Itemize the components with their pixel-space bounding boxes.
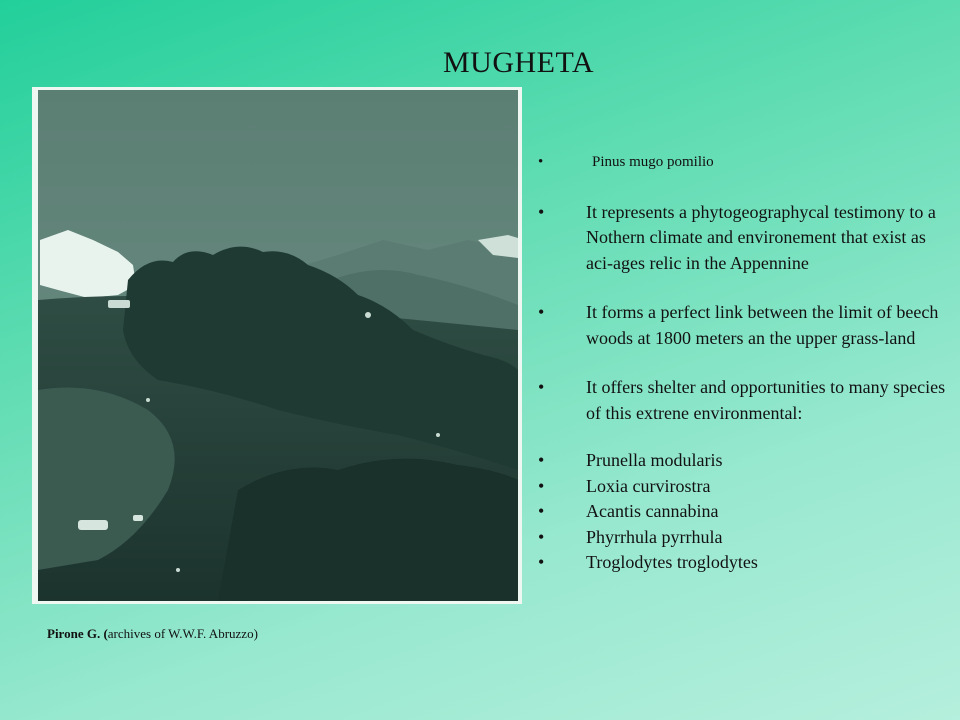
caption-author: Pirone G. ( — [47, 626, 108, 641]
caption-archive: archives of W.W.F. Abruzzo) — [107, 626, 258, 641]
photo-image — [38, 90, 518, 601]
bullet-shelter: • It offers shelter and opportunities to many species of this extrene environmental: — [536, 375, 956, 426]
bullet-species-name: • Pinus mugo pomilio — [536, 150, 956, 176]
bullet-link: • It forms a perfect link between the limit of beech woods at 1800 meters an the upper grass-land — [536, 300, 956, 351]
bullet-phytogeographic: • It represents a phytogeographycal testimony to a Nothern climate and environement that exist as aci-ages relic in the Appennine — [536, 200, 956, 277]
bullet-list — [536, 150, 956, 576]
bullet-bird-loxia: • Loxia curvirostra — [536, 474, 956, 500]
bullet-bird-prunella: • Prunella modularis — [536, 448, 956, 474]
slide-title: MUGHETA — [443, 46, 595, 79]
mugo-pine-photo — [32, 87, 522, 604]
bullet-bird-acantis: • Acantis cannabina — [536, 499, 956, 525]
bullet-bird-phyrrhula: • Phyrrhula pyrrhula — [536, 525, 956, 551]
bullet-bird-troglodytes: • Troglodytes troglodytes — [536, 550, 956, 576]
photo-caption — [47, 626, 258, 642]
